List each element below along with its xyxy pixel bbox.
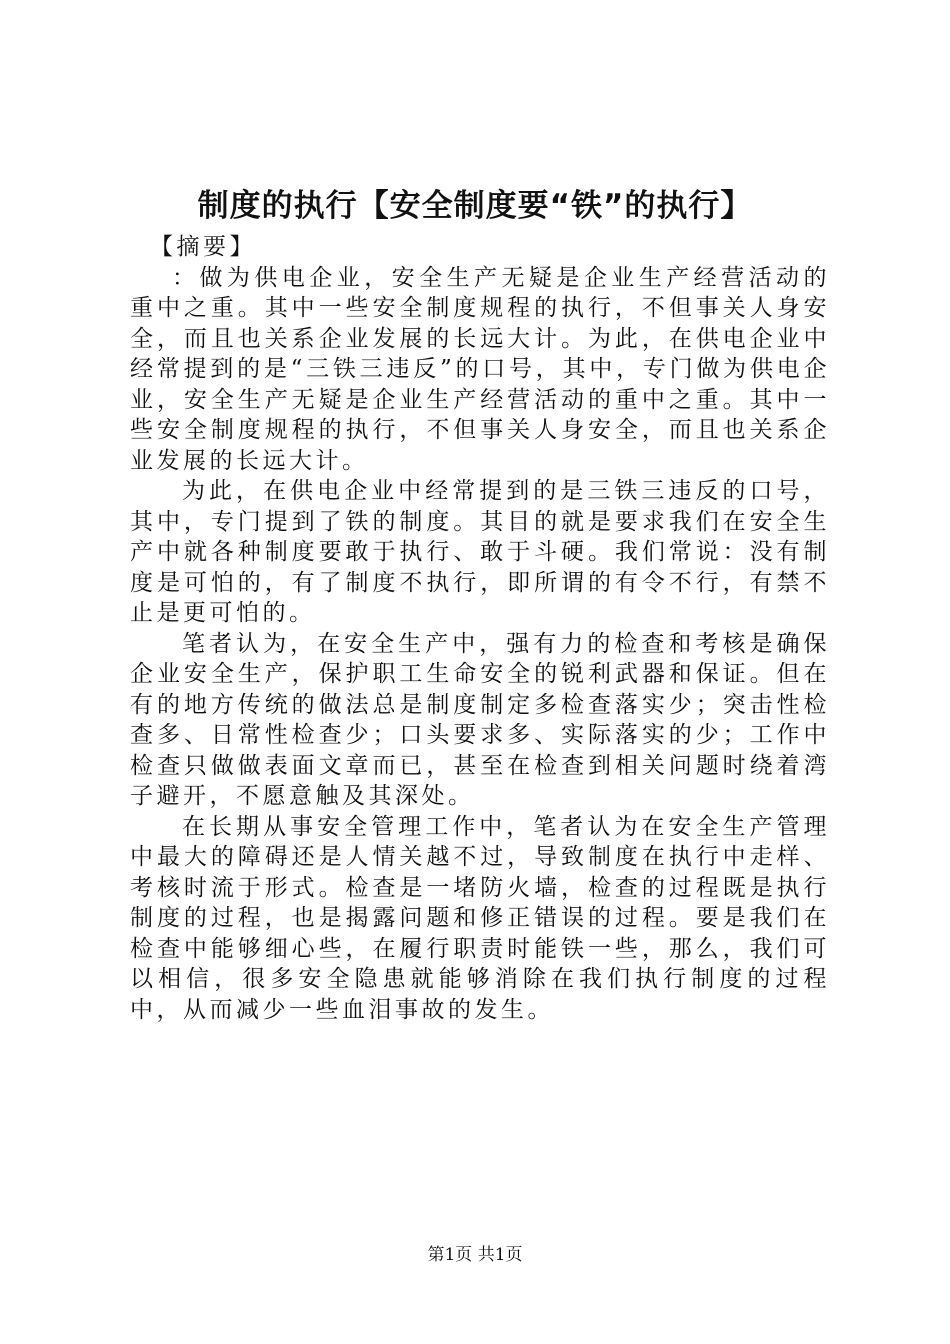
document-title: 制度的执行【安全制度要“铁”的执行】 xyxy=(197,188,753,224)
page-footer: 第1页 共1页 xyxy=(427,1245,523,1265)
body-paragraph-3: 笔者认为，在安全生产中，强有力的检查和考核是确保企业安全生产，保护职工生命安全的锐利武器和保证。但在有的地方传统的做法总是制度制定多检查落实少；突击性检查多、日常性检查少；口头要求多、实际落实的少；工作中检查只做做表面文章而已，甚至在检查到相关问题时绕着湾子避开，不愿意触及其深处。 xyxy=(130,630,830,809)
document-body xyxy=(130,232,830,1025)
body-paragraph-1: ：做为供电企业，安全生产无疑是企业生产经营活动的重中之重。其中一些安全制度规程的执行，不但事关人身安全，而且也关系企业发展的长远大计。为此，在供电企业中经常提到的是“三铁三违反”的口号，其中，专门做为供电企业，安全生产无疑是企业生产经营活动的重中之重。其中一些安全制度规程的执行，不但事关人身安全，而且也关系企业发展的长远大计。 xyxy=(130,264,830,474)
abstract-label: 【摘要】 xyxy=(150,234,256,260)
body-paragraph-2: 为此，在供电企业中经常提到的是三铁三违反的口号，其中，专门提到了铁的制度。其目的就是要求我们在安全生产中就各种制度要敢于执行、敢于斗硬。我们常说：没有制度是可怕的，有了制度不执行，即所谓的有令不行，有禁不止是更可怕的。 xyxy=(130,478,830,626)
body-paragraph-4: 在长期从事安全管理工作中，笔者认为在安全生产管理中最大的障碍还是人情关越不过，导致制度在执行中走样、考核时流于形式。检查是一堵防火墙，检查的过程既是执行制度的过程，也是揭露问题和修正错误的过程。要是我们在检查中能够细心些，在履行职责时能铁一些，那么，我们可以相信，很多安全隐患就能够消除在我们执行制度的过程中，从而减少一些血泪事故的发生。 xyxy=(130,813,830,1023)
